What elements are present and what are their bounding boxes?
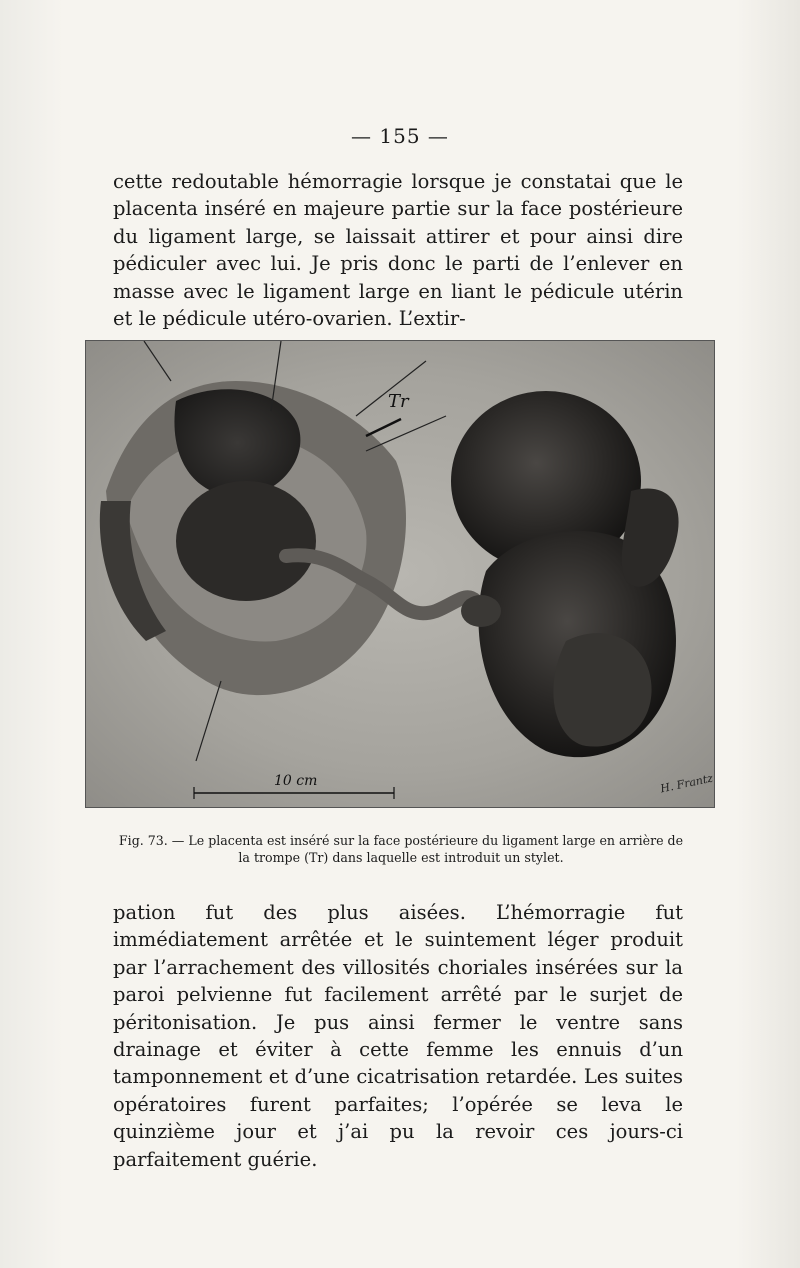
artist-signature: H. Frantz <box>659 771 715 796</box>
paragraph-bottom: pation fut des plus aisées. L’hémorragie fut immédiatement arrêtée et le suintement léger produit par l’arrachement des villosités choriales insérées sur la paroi pelvienne fut facilement arrêté par le surjet de péritonisation. Je pus ainsi fermer le ventre sans drainage et éviter à cette femme les ennuis d’un tamponnement et d’une cicatrisation retardée. Les suites opératoires furent parfaites; l’opérée se leva le quinzième jour et j’ai pu la revoir ces jours-ci parfaitement guérie. <box>113 901 683 1171</box>
figure-label-tr: Tr <box>388 391 409 412</box>
figure-scale-label: 10 cm <box>274 773 318 789</box>
fetus-arm <box>622 488 679 586</box>
pin-line <box>196 681 221 761</box>
page-number: — 155 — <box>351 124 449 148</box>
paragraph-top: cette redoutable hémorragie lorsque je constatai que le placenta inséré en majeure partie sur la face postérieure du ligament large, se laissait attirer et pour ainsi dire pédiculer avec lui. Je pris donc le parti de l’enlever en masse avec le ligament large en liant le pédicule utérin et le pédicule utéro-ovarien. L’extir- <box>113 170 683 331</box>
uterine-mass <box>176 481 316 601</box>
stylet-line <box>366 419 401 436</box>
pin-line <box>366 416 446 451</box>
pin-line <box>144 341 171 381</box>
figure-illustration <box>85 340 715 808</box>
fetus-hand <box>461 595 501 627</box>
figure-caption: Fig. 73. — Le placenta est inséré sur la face postérieure du ligament large en arrière de la trompe (Tr) dans laquelle est introduit un stylet. <box>118 833 684 865</box>
